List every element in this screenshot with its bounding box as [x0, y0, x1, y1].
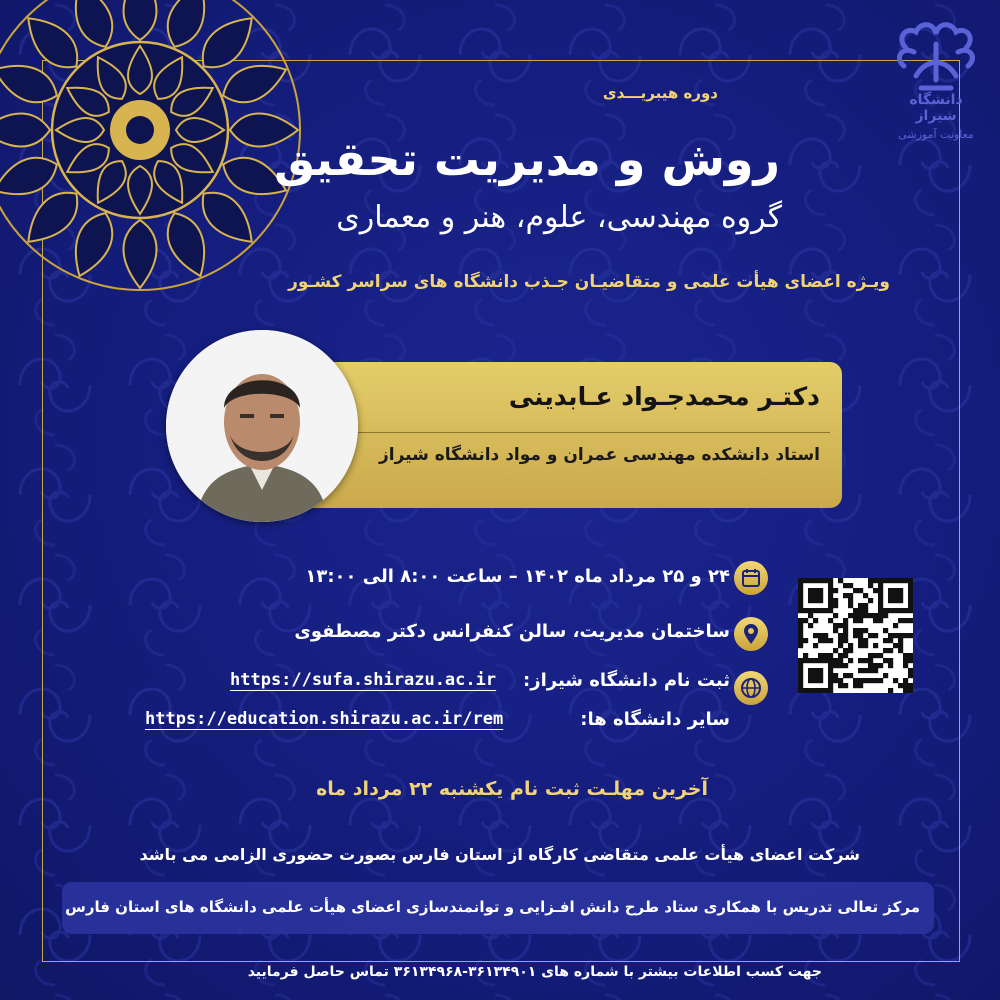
qr-module: [903, 663, 908, 668]
qr-module: [873, 618, 878, 623]
qr-module: [908, 618, 913, 623]
qr-module: [833, 623, 838, 628]
qr-module: [863, 638, 868, 643]
qr-module: [868, 578, 873, 583]
qr-module: [903, 688, 908, 693]
qr-module: [808, 678, 813, 683]
location-pin-icon: [734, 617, 768, 651]
qr-module: [888, 638, 893, 643]
contact-line: جهت کسب اطلاعات بیشتر با شماره های ۳۶۱۳۴۹۰۱-۳۶۱۳۴۹۶۸ تماس حاصل فرمایید: [247, 964, 822, 980]
qr-module: [903, 578, 908, 583]
qr-module: [883, 608, 888, 613]
qr-module: [903, 658, 908, 663]
qr-module: [853, 588, 858, 593]
qr-module: [803, 638, 808, 643]
qr-module: [823, 578, 828, 583]
qr-module: [898, 638, 903, 643]
qr-module: [888, 658, 893, 663]
event-date-time: ۲۴ و ۲۵ مرداد ماه ۱۴۰۲ – ساعت ۸:۰۰ الی ۱۳:۰۰: [305, 566, 730, 587]
qr-module: [798, 608, 803, 613]
qr-module: [798, 603, 803, 608]
qr-module: [833, 678, 838, 683]
qr-module: [893, 623, 898, 628]
qr-module: [808, 623, 813, 628]
qr-module: [863, 678, 868, 683]
qr-module: [798, 593, 803, 598]
qr-module: [823, 608, 828, 613]
calendar-icon: [734, 561, 768, 595]
qr-module: [908, 593, 913, 598]
qr-module: [798, 628, 803, 633]
qr-module: [808, 658, 813, 663]
qr-module: [828, 668, 833, 673]
qr-module: [833, 598, 838, 603]
qr-module: [798, 623, 803, 628]
qr-module: [838, 663, 843, 668]
qr-module: [868, 583, 873, 588]
portrait-illustration: [166, 330, 358, 522]
pin-glyph: [734, 617, 768, 651]
qr-module: [908, 658, 913, 663]
qr-module: [893, 678, 898, 683]
qr-module: [843, 633, 848, 638]
qr-module: [838, 653, 843, 658]
qr-module: [833, 588, 838, 593]
speaker-name: دکتـر محمدجـواد عـابدینی: [508, 382, 820, 411]
qr-module: [818, 688, 823, 693]
qr-module: [858, 628, 863, 633]
qr-module: [898, 643, 903, 648]
qr-module: [863, 628, 868, 633]
qr-module: [818, 608, 823, 613]
qr-module: [908, 668, 913, 673]
qr-module: [828, 618, 833, 623]
qr-module: [863, 593, 868, 598]
qr-module: [828, 598, 833, 603]
qr-module: [828, 603, 833, 608]
qr-module: [838, 643, 843, 648]
page-title: روش و مدیریت تحقیق: [274, 132, 780, 186]
qr-module: [818, 588, 823, 593]
qr-module: [838, 683, 843, 688]
qr-module: [858, 658, 863, 663]
qr-module: [873, 653, 878, 658]
qr-module: [878, 653, 883, 658]
qr-module: [888, 633, 893, 638]
qr-module: [853, 613, 858, 618]
qr-module: [903, 633, 908, 638]
qr-module: [878, 583, 883, 588]
qr-module: [883, 638, 888, 643]
qr-module: [883, 578, 888, 583]
qr-module: [818, 593, 823, 598]
qr-module: [828, 588, 833, 593]
qr-module: [883, 658, 888, 663]
qr-module: [878, 578, 883, 583]
qr-module: [808, 673, 813, 678]
qr-module: [823, 658, 828, 663]
qr-module: [828, 578, 833, 583]
qr-module: [883, 628, 888, 633]
qr-module: [848, 613, 853, 618]
qr-module: [858, 608, 863, 613]
qr-module: [868, 663, 873, 668]
qr-module: [863, 658, 868, 663]
qr-module: [808, 588, 813, 593]
qr-module: [853, 633, 858, 638]
qr-module: [853, 608, 858, 613]
qr-module: [888, 648, 893, 653]
qr-module: [863, 603, 868, 608]
qr-module: [843, 673, 848, 678]
qr-module: [903, 678, 908, 683]
qr-module: [843, 683, 848, 688]
qr-module: [803, 618, 808, 623]
qr-module: [853, 678, 858, 683]
qr-module: [853, 618, 858, 623]
qr-module: [813, 618, 818, 623]
qr-module: [798, 633, 803, 638]
qr-module: [883, 648, 888, 653]
qr-module: [858, 643, 863, 648]
qr-module: [908, 688, 913, 693]
qr-module: [813, 643, 818, 648]
qr-module: [848, 598, 853, 603]
register-shiraz-label: ثبت نام دانشگاه شیراز:: [523, 670, 730, 691]
qr-module: [818, 678, 823, 683]
organizer-text: مرکز تعالی تدریس با همکاری ستاد طرح دانش افـزایی و توانمندسازی اعضای هیأت علمی دانشگاه های استان فارس: [65, 898, 920, 916]
qr-module: [838, 658, 843, 663]
qr-module: [908, 588, 913, 593]
qr-module: [808, 598, 813, 603]
qr-module: [813, 608, 818, 613]
qr-module: [888, 608, 893, 613]
qr-module: [858, 683, 863, 688]
qr-module: [863, 668, 868, 673]
qr-module: [868, 598, 873, 603]
qr-module: [858, 613, 863, 618]
qr-module: [818, 668, 823, 673]
qr-module: [898, 633, 903, 638]
qr-module: [908, 603, 913, 608]
qr-module: [903, 653, 908, 658]
qr-module: [848, 643, 853, 648]
qr-module: [823, 633, 828, 638]
qr-module: [858, 618, 863, 623]
qr-module: [818, 673, 823, 678]
qr-module: [823, 653, 828, 658]
qr-module: [818, 658, 823, 663]
qr-module: [828, 608, 833, 613]
qr-module: [813, 658, 818, 663]
qr-module: [818, 598, 823, 603]
qr-module: [803, 578, 808, 583]
qr-module: [808, 578, 813, 583]
qr-module: [868, 668, 873, 673]
qr-module: [893, 578, 898, 583]
qr-module: [893, 588, 898, 593]
qr-module: [858, 668, 863, 673]
qr-module: [873, 643, 878, 648]
qr-module: [808, 608, 813, 613]
qr-module: [878, 603, 883, 608]
subtitle: گروه مهندسی، علوم، هنر و معماری: [336, 200, 782, 235]
qr-module: [828, 658, 833, 663]
qr-module: [813, 678, 818, 683]
qr-module: [813, 578, 818, 583]
qr-module: [868, 613, 873, 618]
qr-module: [808, 668, 813, 673]
qr-module: [843, 628, 848, 633]
logo-dept: معاونت آموزشی: [898, 128, 974, 141]
qr-module: [903, 608, 908, 613]
qr-module: [898, 593, 903, 598]
qr-module: [908, 578, 913, 583]
qr-module: [878, 613, 883, 618]
qr-module: [843, 648, 848, 653]
qr-module: [818, 633, 823, 638]
qr-module: [833, 658, 838, 663]
qr-module: [848, 658, 853, 663]
qr-module: [813, 633, 818, 638]
qr-module: [808, 688, 813, 693]
qr-module: [818, 638, 823, 643]
qr-module: [898, 618, 903, 623]
qr-module: [853, 683, 858, 688]
qr-module: [873, 613, 878, 618]
qr-module: [798, 588, 803, 593]
qr-module: [888, 598, 893, 603]
qr-module: [843, 638, 848, 643]
qr-module: [893, 598, 898, 603]
qr-module: [798, 688, 803, 693]
qr-module: [878, 588, 883, 593]
qr-module: [848, 648, 853, 653]
qr-module: [868, 678, 873, 683]
qr-module: [798, 678, 803, 683]
qr-module: [798, 663, 803, 668]
qr-module: [898, 598, 903, 603]
logo-caption: [888, 92, 984, 141]
qr-module: [828, 653, 833, 658]
register-other-label: سایر دانشگاه ها:: [580, 709, 730, 730]
qr-module: [848, 583, 853, 588]
qr-module: [883, 673, 888, 678]
qr-module: [843, 583, 848, 588]
qr-module: [828, 683, 833, 688]
qr-module: [833, 648, 838, 653]
qr-module: [888, 688, 893, 693]
speaker-photo: [166, 330, 358, 522]
qr-module: [858, 638, 863, 643]
qr-module: [828, 673, 833, 678]
qr-module: [893, 633, 898, 638]
qr-module: [873, 663, 878, 668]
qr-module: [813, 598, 818, 603]
qr-module: [888, 588, 893, 593]
qr-module: [813, 688, 818, 693]
qr-module: [908, 598, 913, 603]
qr-module: [798, 683, 803, 688]
qr-module: [848, 603, 853, 608]
qr-module: [883, 613, 888, 618]
qr-module: [893, 608, 898, 613]
qr-module: [863, 643, 868, 648]
qr-module: [903, 618, 908, 623]
qr-module: [813, 673, 818, 678]
qr-module: [838, 578, 843, 583]
qr-module: [898, 648, 903, 653]
qr-module: [863, 613, 868, 618]
qr-module: [848, 673, 853, 678]
qr-module: [843, 593, 848, 598]
qr-module: [838, 638, 843, 643]
qr-module: [833, 628, 838, 633]
qr-module: [808, 593, 813, 598]
qr-module: [863, 608, 868, 613]
qr-module: [878, 608, 883, 613]
qr-module: [828, 638, 833, 643]
qr-module: [833, 673, 838, 678]
qr-module: [893, 593, 898, 598]
qr-module: [803, 653, 808, 658]
qr-module: [873, 668, 878, 673]
qr-module: [908, 633, 913, 638]
qr-module: [818, 653, 823, 658]
qr-module: [828, 688, 833, 693]
qr-module: [868, 653, 873, 658]
qr-module: [858, 633, 863, 638]
qr-module: [818, 578, 823, 583]
qr-module: [798, 578, 803, 583]
qr-module: [798, 618, 803, 623]
qr-module: [888, 663, 893, 668]
qr-module: [813, 588, 818, 593]
qr-module: [908, 683, 913, 688]
qr-module: [843, 623, 848, 628]
qr-module: [898, 578, 903, 583]
qr-module: [833, 603, 838, 608]
qr-module: [828, 678, 833, 683]
speaker-affiliation: استاد دانشکده مهندسی عمران و مواد دانشگاه شیراز: [378, 445, 820, 465]
qr-module: [868, 633, 873, 638]
qr-code-graphic: [798, 578, 913, 693]
qr-module: [838, 623, 843, 628]
qr-module: [878, 678, 883, 683]
qr-module: [878, 618, 883, 623]
qr-module: [853, 628, 858, 633]
qr-module: [828, 583, 833, 588]
qr-module: [873, 578, 878, 583]
register-other-link[interactable]: https://education.shirazu.ac.ir/rem: [145, 709, 504, 729]
register-shiraz-link[interactable]: https://sufa.shirazu.ac.ir: [230, 670, 497, 690]
qr-module: [868, 658, 873, 663]
mandala-ornament: [0, 0, 310, 300]
qr-module: [858, 588, 863, 593]
qr-module: [828, 663, 833, 668]
course-type: دوره هیبریـــدی: [602, 84, 718, 102]
qr-module: [833, 663, 838, 668]
qr-module: [888, 593, 893, 598]
qr-module: [843, 663, 848, 668]
qr-module: [848, 593, 853, 598]
audience-line: ویـژه اعضای هیأت علمی و متقاضیـان جـذب دانشگاه های سراسر کشـور: [288, 272, 890, 292]
qr-module: [908, 673, 913, 678]
qr-module: [888, 578, 893, 583]
attendance-note: شرکت اعضای هیأت علمی متقاضی کارگاه از استان فارس بصورت حضوری الزامی می باشد: [139, 845, 860, 864]
qr-module: [898, 683, 903, 688]
calendar-glyph: [734, 561, 768, 595]
qr-module: [798, 673, 803, 678]
qr-module: [898, 608, 903, 613]
qr-module: [908, 583, 913, 588]
qr-module: [908, 653, 913, 658]
qr-module: [803, 608, 808, 613]
qr-module: [838, 678, 843, 683]
qr-module: [873, 678, 878, 683]
qr-module: [858, 603, 863, 608]
qr-module: [803, 688, 808, 693]
qr-module: [798, 668, 803, 673]
speaker-divider: [340, 432, 830, 433]
qr-module: [873, 633, 878, 638]
qr-module: [898, 588, 903, 593]
qr-module: [828, 593, 833, 598]
qr-module: [878, 663, 883, 668]
qr-module: [823, 688, 828, 693]
qr-module: [808, 613, 813, 618]
globe-glyph: [734, 671, 768, 705]
qr-module: [813, 593, 818, 598]
qr-module: [798, 643, 803, 648]
qr-module: [908, 608, 913, 613]
qr-module: [798, 598, 803, 603]
registration-deadline: آخرین مهلـت ثبت نام یکشنبه ۲۲ مرداد ماه: [316, 778, 708, 800]
qr-code[interactable]: [798, 578, 913, 693]
qr-module: [893, 643, 898, 648]
qr-module: [903, 683, 908, 688]
qr-module: [803, 658, 808, 663]
event-location: ساختمان مدیریت، سالن کنفرانس دکتر مصطفوی: [294, 621, 730, 642]
qr-module: [843, 618, 848, 623]
qr-module: [838, 633, 843, 638]
qr-module: [858, 678, 863, 683]
qr-module: [833, 613, 838, 618]
shiraz-university-logo: [886, 18, 986, 168]
qr-module: [878, 598, 883, 603]
qr-module: [823, 638, 828, 643]
qr-module: [873, 588, 878, 593]
qr-module: [798, 638, 803, 643]
qr-module: [878, 593, 883, 598]
globe-icon: [734, 671, 768, 705]
qr-module: [813, 668, 818, 673]
qr-module: [798, 583, 803, 588]
logo-name: دانشگاه شیراز: [909, 92, 963, 124]
qr-module: [843, 653, 848, 658]
qr-module: [798, 658, 803, 663]
